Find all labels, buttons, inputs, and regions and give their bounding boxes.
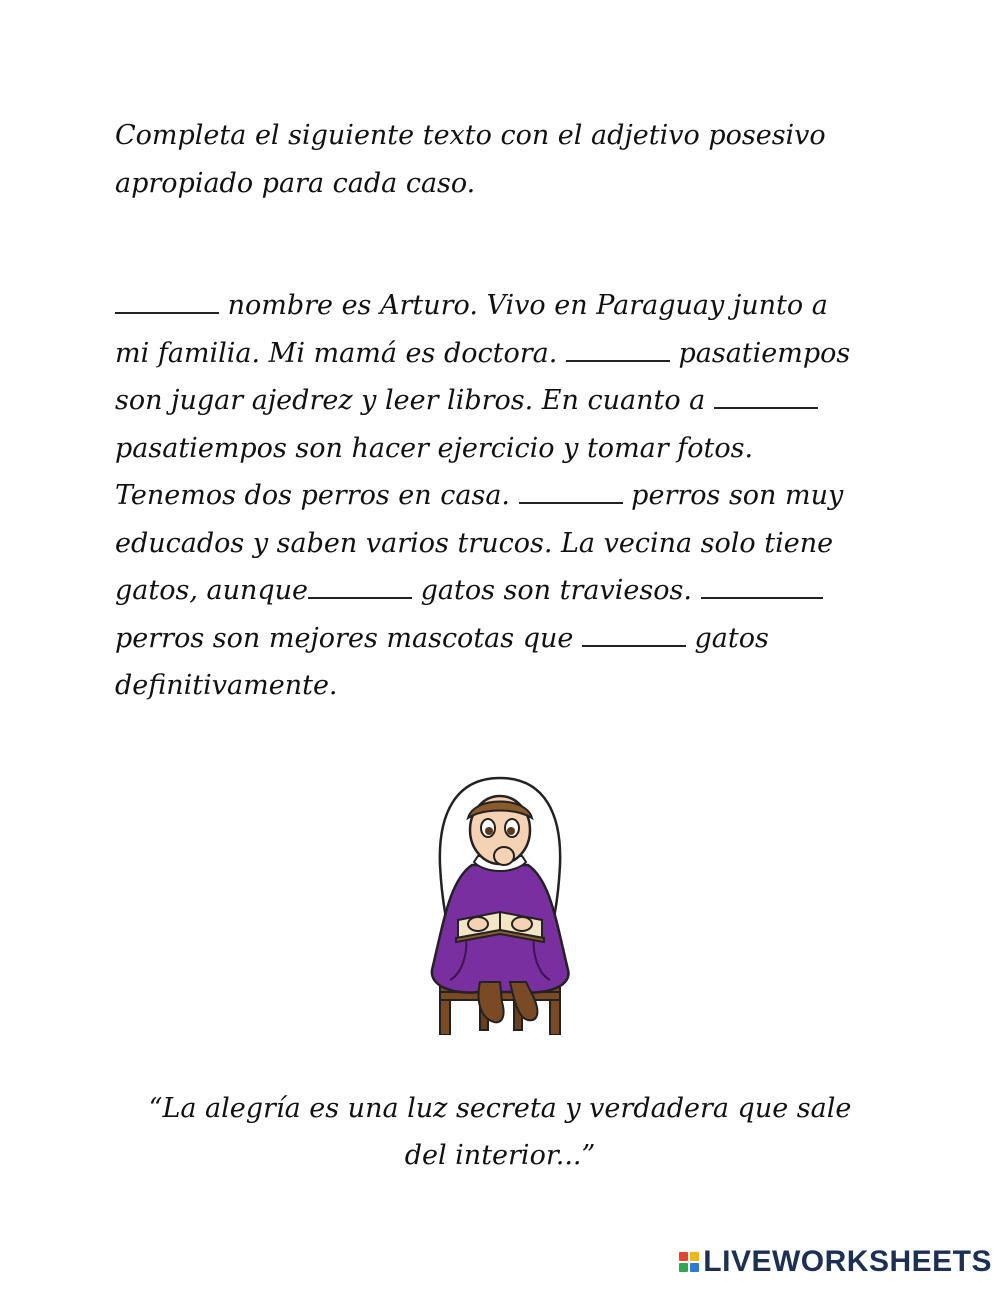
blank-1[interactable] (115, 288, 219, 314)
blank-2[interactable] (566, 336, 670, 362)
passage-line-5 (115, 472, 905, 520)
passage-text-5b: perros son muy (622, 480, 844, 511)
passage-text-8a: perros son mejores mascotas que (115, 622, 582, 654)
illustration-svg (410, 770, 590, 1035)
passage-text-3: son jugar ajedrez y leer libros. En cuanto a (115, 385, 714, 416)
passage-line-8 (115, 615, 905, 663)
passage-line-7 (115, 567, 905, 615)
logo-square-blue (690, 1263, 699, 1272)
logo-square-red (679, 1252, 688, 1261)
instructions (115, 112, 895, 208)
passage-text-2a: mi familia. Mi mamá es doctora. (115, 337, 566, 369)
nun-reading-book-illustration (410, 770, 590, 1035)
passage-line-3 (115, 377, 905, 425)
blank-6[interactable] (701, 573, 823, 599)
passage-line-4: pasatiempos son hacer ejercicio y tomar fotos. (115, 432, 754, 464)
passage-text-8b: gatos (685, 622, 769, 654)
fill-in-passage (115, 282, 905, 710)
passage-text-5a: Tenemos dos perros en casa. (115, 480, 519, 511)
blank-7[interactable] (582, 621, 686, 647)
passage-text-7a: gatos, aunque (115, 575, 309, 606)
quote (100, 1085, 900, 1179)
passage-text-7b: gatos son traviesos. (412, 575, 701, 606)
blank-3[interactable] (714, 383, 818, 409)
liveworksheets-logo-icon (679, 1252, 699, 1272)
blank-4[interactable] (519, 478, 623, 504)
quote-line-1: “La alegría es una luz secreta y verdadera que sale (148, 1093, 852, 1124)
passage-text-2b: pasatiempos (669, 337, 851, 369)
liveworksheets-logo-text: LIVEWORKSHEETS (703, 1245, 992, 1278)
instructions-line-2: apropiado para cada caso. (115, 168, 476, 199)
passage-line-1 (115, 282, 905, 330)
passage-line-6: educados y saben varios trucos. La vecina solo tiene (115, 527, 834, 559)
passage-text-1: nombre es Arturo. Vivo en Paraguay junto a (219, 290, 828, 321)
quote-line-2: del interior...” (404, 1140, 596, 1171)
blank-5[interactable] (308, 573, 412, 599)
instructions-line-1: Completa el siguiente texto con el adjetivo posesivo (115, 120, 826, 151)
liveworksheets-logo (679, 1245, 992, 1279)
logo-square-yellow (690, 1252, 699, 1261)
passage-line-2 (115, 330, 905, 378)
passage-line-9: definitivamente. (115, 670, 338, 701)
logo-square-green (679, 1263, 688, 1272)
